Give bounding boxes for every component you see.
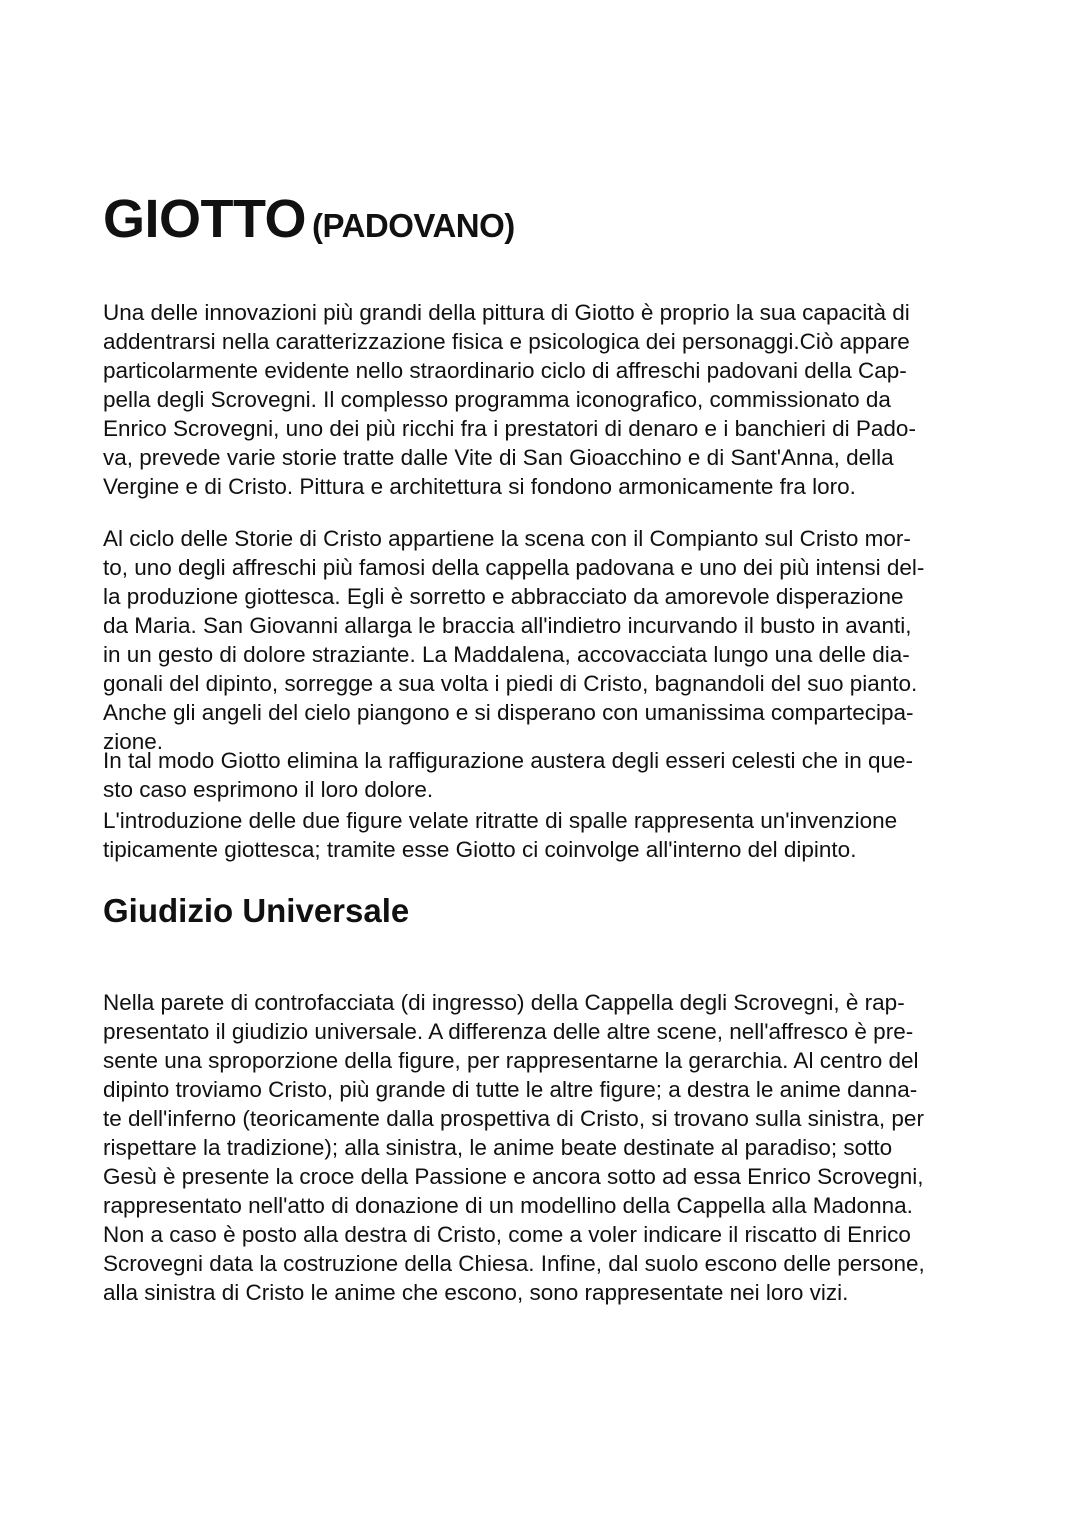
- page-title-main: GIOTTO: [103, 189, 307, 249]
- paragraph-compianto: Al ciclo delle Storie di Cristo appartiene la scena con il Compianto sul Cristo mor- to, uno degli affreschi più famosi della cappella padovana e uno dei più intensi del- la produzione giottesca. Egli è sorretto e abbracciato da amorevole disperazione da Maria. San Giovanni allarga le braccia all'indietro incurvando il busto in avanti, in un gesto di dolore straziante. La Maddalena, accovacciata lungo una delle dia- gonali del dipinto, sorregge a sua volta i piedi di Cristo, bagnandoli del suo pianto. Anche gli angeli del cielo piangono e si disperano con umanissima compartecipa- zione.: [103, 526, 925, 754]
- page-title: [103, 188, 515, 250]
- paragraph-figure-velate: L'introduzione delle due figure velate ritratte di spalle rappresenta un'invenzione tipicamente giottesca; tramite esse Giotto ci coinvolge all'interno del dipinto.: [103, 808, 898, 862]
- page-title-subtitle: (PADOVANO): [312, 207, 515, 244]
- section-heading-giudizio: Giudizio Universale: [103, 892, 410, 929]
- paragraph-angeli: In tal modo Giotto elimina la raffigurazione austera degli esseri celesti che in que- sto caso esprimono il loro dolore.: [103, 748, 914, 802]
- paragraph-giudizio: Nella parete di controfacciata (di ingresso) della Cappella degli Scrovegni, è rap- presentato il giudizio universale. A differenza delle altre scene, nell'affresco è pre- sente una sproporzione della figure, per rappresentarne la gerarchia. Al centro del dipinto troviamo Cristo, più grande di tutte le altre figure; a destra le anime danna- te dell'inferno (teoricamente dalla prospettiva di Cristo, si trovano sulla sinistra, per rispettare la tradizione); alla sinistra, le anime beate destinate al paradiso; sotto Gesù è presente la croce della Passione e ancora sotto ad essa Enrico Scrovegni, rappresentato nell'atto di donazione di un modellino della Cappella alla Madonna. Non a caso è posto alla destra di Cristo, come a voler indicare il riscatto di Enrico Scrovegni data la costruzione della Chiesa. Infine, dal suolo escono delle persone, alla sinistra di Cristo le anime che escono, sono rappresentate nei loro vizi.: [103, 990, 925, 1305]
- paragraph-intro: Una delle innovazioni più grandi della pittura di Giotto è proprio la sua capacità di addentrarsi nella caratterizzazione fisica e psicologica dei personaggi.Ciò appare particolarmente evidente nello straordinario ciclo di affreschi padovani della Cap- pella degli Scrovegni. Il complesso programma iconografico, commissionato da Enrico Scrovegni, uno dei più ricchi fra i prestatori di denaro e i banchieri di Pado- va, prevede varie storie tratte dalle Vite di San Gioacchino e di Sant'Anna, della Vergine e di Cristo. Pittura e architettura si fondono armonicamente fra loro.: [103, 300, 916, 499]
